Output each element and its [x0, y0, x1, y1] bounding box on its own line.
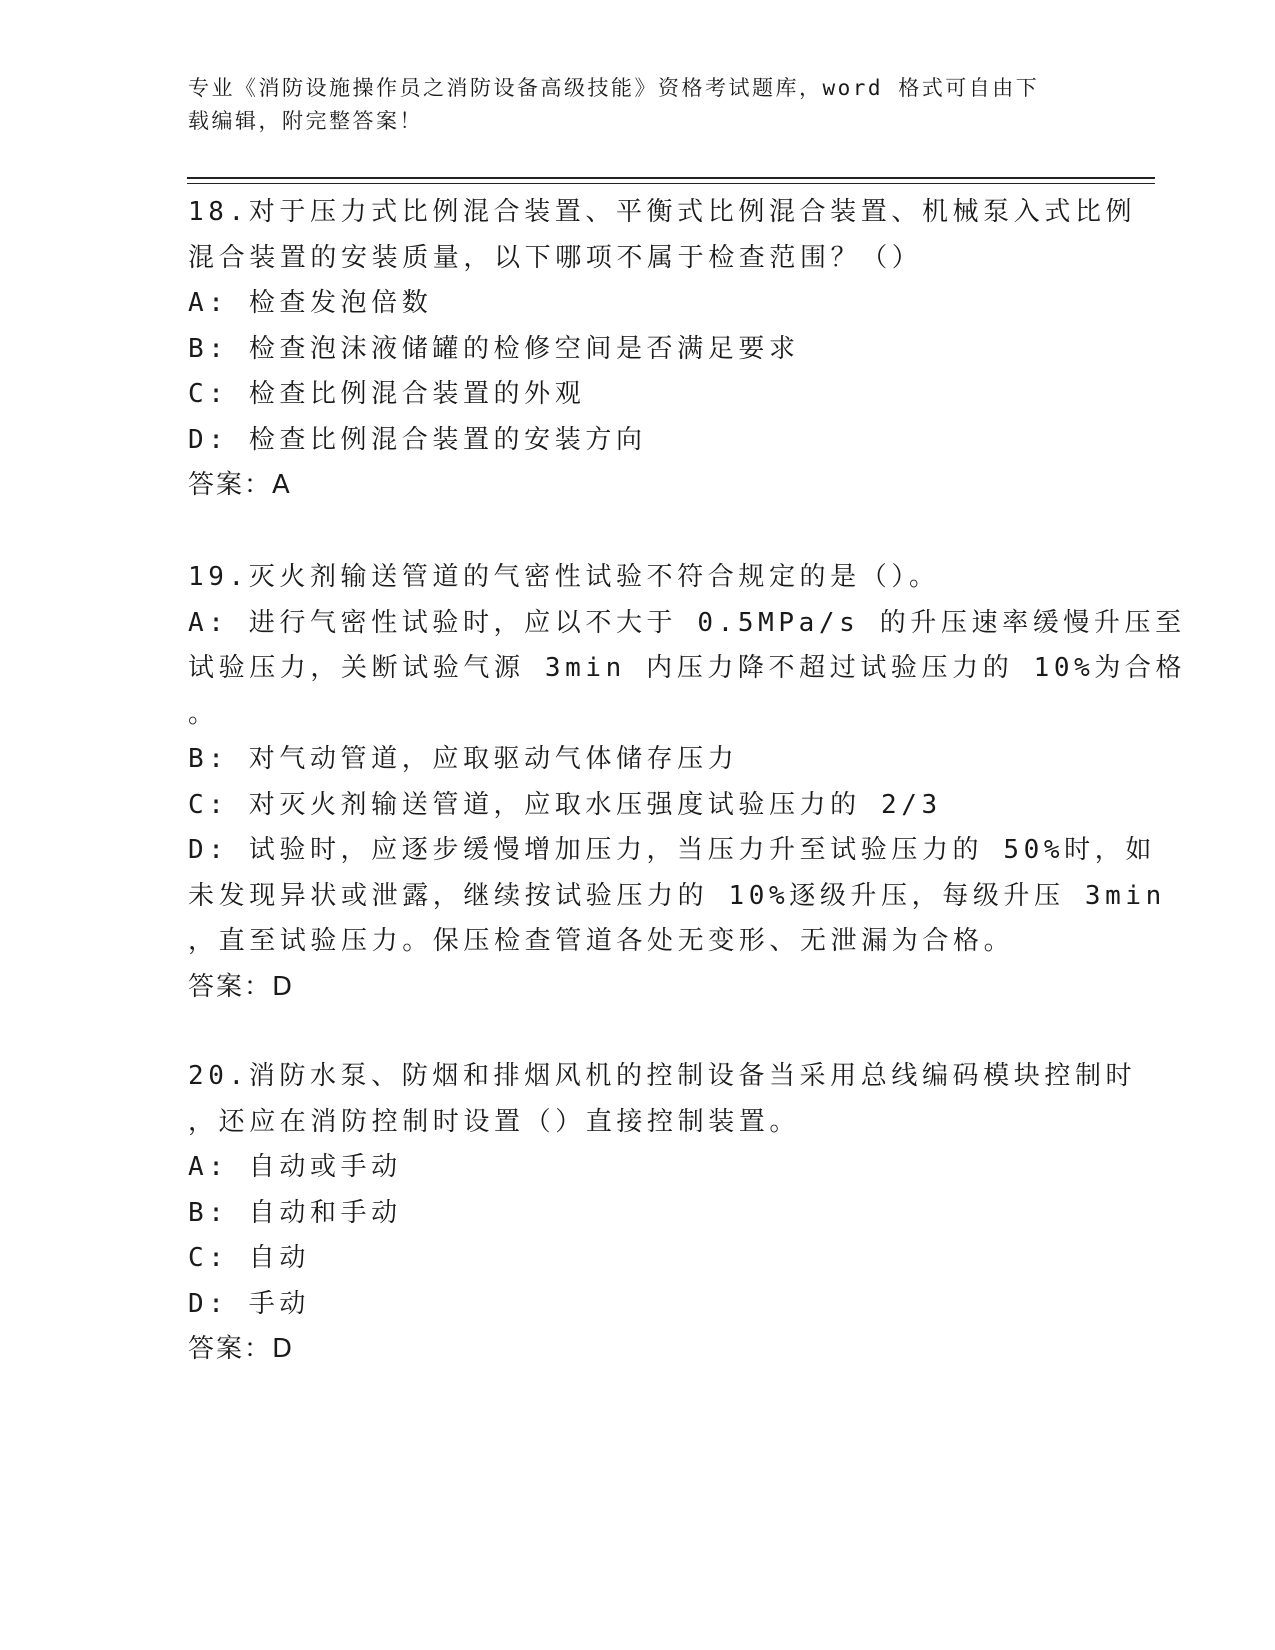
answer: 答案：D: [188, 1334, 295, 1364]
option-a-continued: 试验压力，关断试验气源 3min 内压力降不超过试验压力的 10%为合格: [188, 653, 1187, 683]
option-d: D: 手动: [188, 1288, 310, 1319]
header-divider-thick: [187, 177, 1155, 179]
option-c: C: 对灭火剂输送管道，应取水压强度试验压力的 2/3: [188, 789, 942, 820]
answer: 答案：A: [188, 470, 292, 500]
option-d: D: 检查比例混合装置的安装方向: [188, 424, 647, 455]
question-19: [188, 555, 1187, 1010]
question-20: [188, 1054, 1137, 1372]
question-stem: 18.对于压力式比例混合装置、平衡式比例混合装置、机械泵入式比例: [188, 197, 1137, 227]
header-divider-thin: [187, 183, 1155, 184]
option-a: A: 自动或手动: [188, 1152, 402, 1182]
header-line-1: 专业《消防设施操作员之消防设备高级技能》资格考试题库，word 格式可自由下: [188, 76, 1040, 100]
option-a: A: 检查发泡倍数: [188, 288, 433, 318]
answer: 答案：D: [188, 971, 295, 1002]
question-18: [188, 190, 1137, 508]
option-b: B: 对气动管道，应取驱动气体储存压力: [188, 744, 739, 774]
question-stem: 20.消防水泵、防烟和排烟风机的控制设备当采用总线编码模块控制时: [188, 1061, 1137, 1091]
question-stem: 混合装置的安装质量，以下哪项不属于检查范围？（）: [188, 242, 923, 273]
header-line-2: 载编辑，附完整答案！: [188, 109, 423, 133]
option-c: C: 自动: [188, 1243, 310, 1273]
document-header: [188, 72, 1088, 138]
option-a-continued: 。: [188, 698, 219, 729]
option-c: C: 检查比例混合装置的外观: [188, 379, 586, 409]
option-b: B: 自动和手动: [188, 1197, 402, 1228]
option-d: D: 试验时，应逐步缓慢增加压力，当压力升至试验压力的 50%时，如: [188, 835, 1156, 865]
option-a: A: 进行气密性试验时，应以不大于 0.5MPa/s 的升压速率缓慢升压至: [188, 607, 1186, 638]
option-d-continued: 未发现异状或泄露，继续按试验压力的 10%逐级升压，每级升压 3min: [188, 880, 1166, 911]
option-b: B: 检查泡沫液储罐的检修空间是否满足要求: [188, 333, 800, 364]
question-stem: 19.灭火剂输送管道的气密性试验不符合规定的是（）。: [188, 562, 940, 592]
option-d-continued: ，直至试验压力。保压检查管道各处无变形、无泄漏为合格。: [188, 926, 1015, 956]
question-stem: ，还应在消防控制时设置（）直接控制装置。: [188, 1106, 801, 1137]
